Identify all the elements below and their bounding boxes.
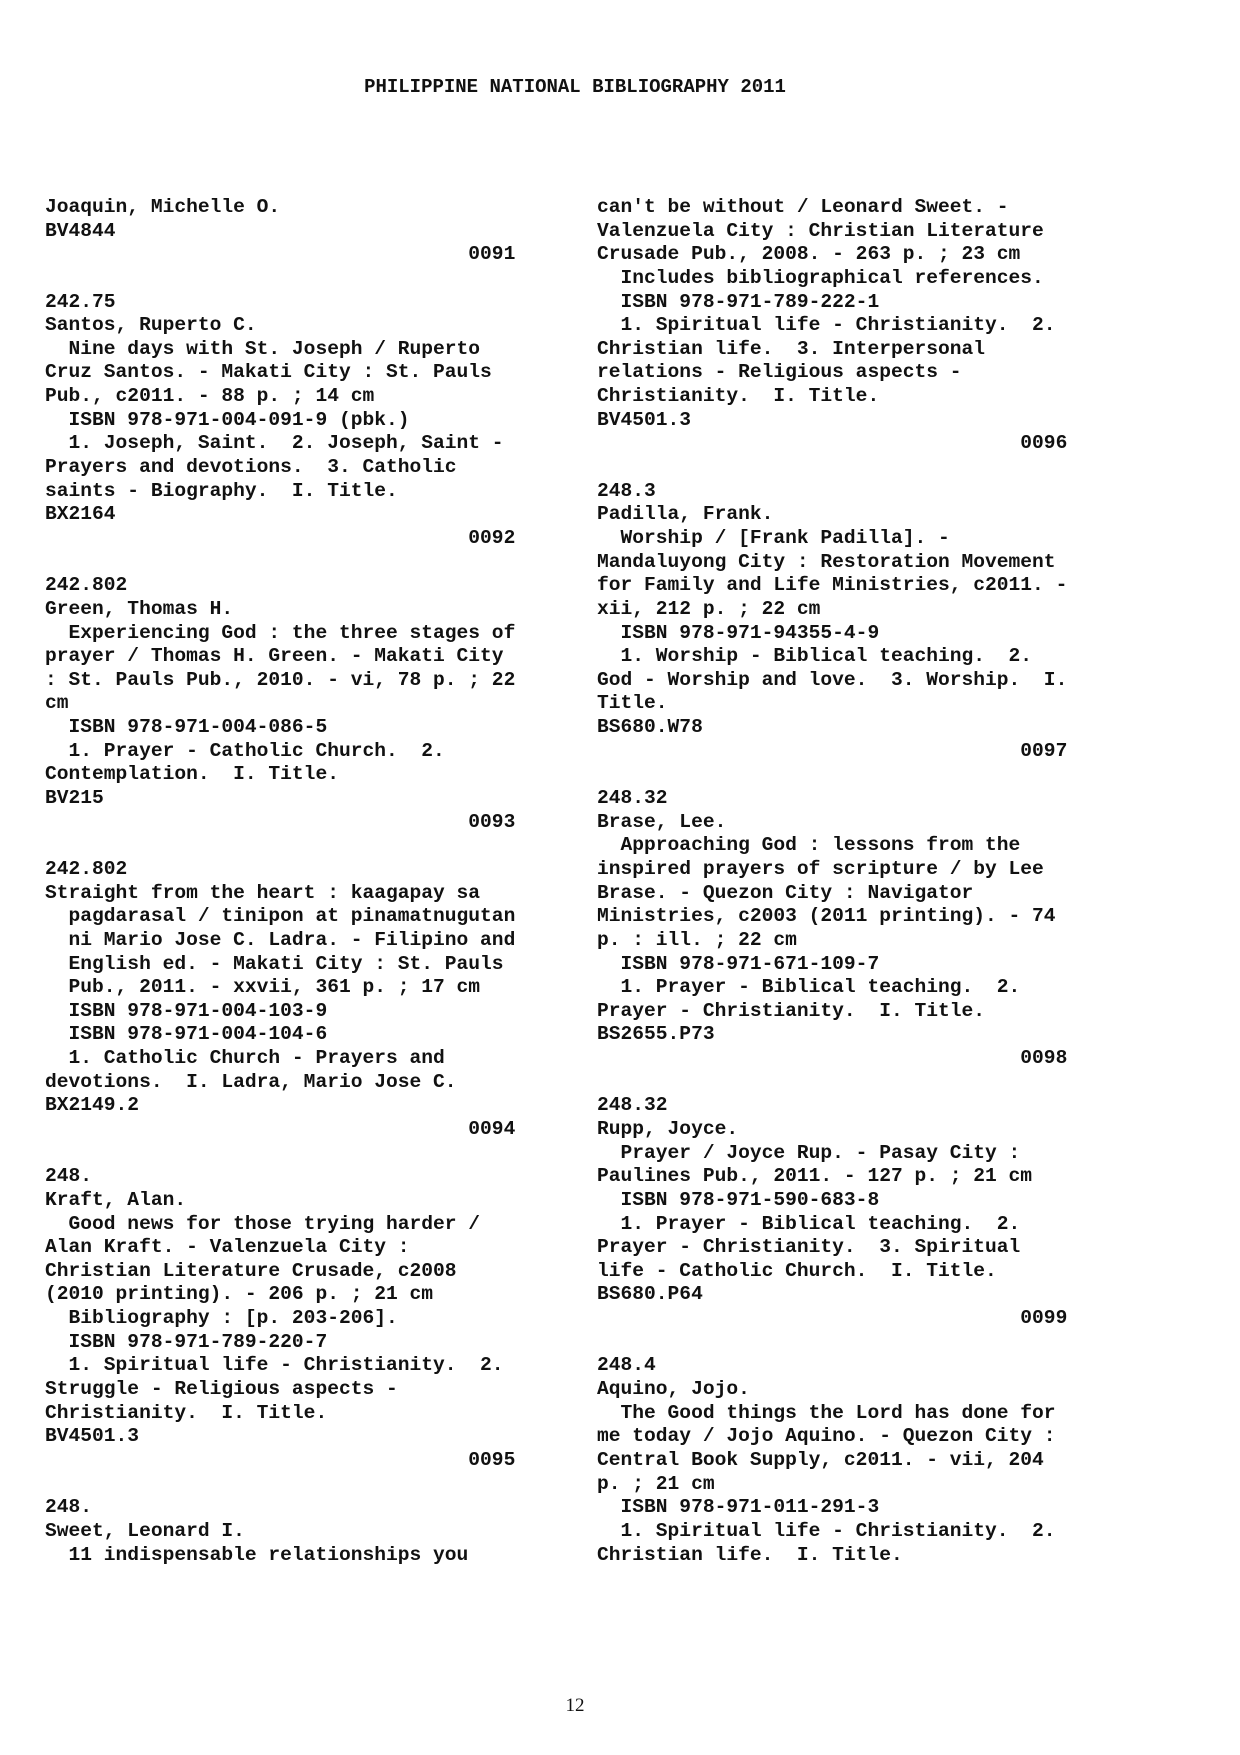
bibliography-line: inspired prayers of scripture / by Lee: [597, 857, 1044, 880]
bibliography-line: Sweet, Leonard I.: [45, 1519, 245, 1542]
bibliography-line: 1. Catholic Church - Prayers and: [45, 1047, 445, 1070]
bibliography-line: Christian life. 3. Interpersonal: [597, 337, 986, 360]
bibliography-line: Christianity. I. Title.: [45, 1401, 328, 1424]
page-number: 12: [565, 1695, 585, 1716]
isbn-line: ISBN 978-971-671-109-7: [597, 952, 880, 975]
bibliography-line: (2010 printing). - 206 p. ; 21 cm: [45, 1283, 434, 1306]
bibliography-line: Prayer - Christianity. 3. Spiritual: [597, 1236, 1021, 1259]
bibliography-line: 248.32: [597, 1094, 668, 1117]
blank-line: [597, 763, 1107, 787]
bibliography-line: Christian Literature Crusade, c2008: [45, 1259, 457, 1282]
bibliography-line: BS680.P64: [597, 1283, 703, 1306]
bibliography-line: Struggle - Religious aspects -: [45, 1378, 398, 1401]
bibliography-line: BS680.W78: [597, 716, 703, 739]
bibliography-line: 248.4: [597, 1354, 656, 1377]
bibliography-line: Crusade Pub., 2008. - 263 p. ; 23 cm: [597, 243, 1021, 266]
bibliography-line: 1. Prayer - Biblical teaching. 2.: [597, 1212, 1021, 1235]
bibliography-line: devotions. I. Ladra, Mario Jose C.: [45, 1070, 457, 1093]
bibliography-line: BS2655.P73: [597, 1023, 715, 1046]
bibliography-line: 1. Spiritual life - Christianity. 2.: [597, 314, 1056, 337]
bibliography-line: cm: [45, 692, 69, 715]
right-column: [597, 196, 1107, 1567]
isbn-line: ISBN 978-971-004-091-9 (pbk.): [45, 408, 410, 431]
bibliography-line: 242.75: [45, 290, 116, 313]
isbn-line: ISBN 978-971-011-291-3: [597, 1496, 880, 1519]
bibliography-line: BX2164: [45, 503, 116, 526]
bibliography-line: 242.802: [45, 857, 128, 880]
bibliography-line: BV4844: [45, 219, 116, 242]
bibliography-line: Rupp, Joyce.: [597, 1117, 739, 1140]
bibliography-line: 248.3: [597, 479, 656, 502]
bibliography-line: life - Catholic Church. I. Title.: [597, 1259, 997, 1282]
bibliography-line: Pub., 2011. - xxvii, 361 p. ; 17 cm: [45, 976, 481, 999]
entry-number: 0093: [45, 810, 516, 833]
isbn-line: ISBN 978-971-789-220-7: [45, 1330, 328, 1353]
bibliography-line: BV4501.3: [45, 1425, 140, 1448]
bibliography-line: Christian life. I. Title.: [597, 1543, 903, 1566]
bibliography-line: me today / Jojo Aquino. - Quezon City :: [597, 1425, 1056, 1448]
entry-number: 0098: [597, 1047, 1068, 1070]
bibliography-line: Santos, Ruperto C.: [45, 314, 257, 337]
bibliography-line: p. : ill. ; 22 cm: [597, 928, 797, 951]
bibliography-line: Contemplation. I. Title.: [45, 763, 339, 786]
bibliography-line: 1. Spiritual life - Christianity. 2.: [597, 1519, 1056, 1542]
bibliography-line: 1. Prayer - Catholic Church. 2.: [45, 739, 445, 762]
bibliography-line: Includes bibliographical references.: [597, 266, 1044, 289]
entry-number: 0094: [45, 1117, 516, 1140]
bibliography-line: BX2149.2: [45, 1094, 140, 1117]
bibliography-line: Good news for those trying harder /: [45, 1212, 481, 1235]
bibliography-line: BV215: [45, 787, 104, 810]
bibliography-line: 1. Worship - Biblical teaching. 2.: [597, 645, 1033, 668]
blank-line: [45, 267, 555, 291]
isbn-line: ISBN 978-971-789-222-1: [597, 290, 880, 313]
bibliography-line: relations - Religious aspects -: [597, 361, 962, 384]
bibliography-line: 248.32: [597, 787, 668, 810]
isbn-line: ISBN 978-971-004-104-6: [45, 1023, 328, 1046]
isbn-line: ISBN 978-971-590-683-8: [597, 1188, 880, 1211]
bibliography-line: Mandaluyong City : Restoration Movement: [597, 550, 1056, 573]
blank-line: [45, 551, 555, 575]
entry-number: 0099: [597, 1307, 1068, 1330]
isbn-line: ISBN 978-971-004-103-9: [45, 999, 328, 1022]
bibliography-line: 11 indispensable relationships you: [45, 1543, 469, 1566]
blank-line: [45, 834, 555, 858]
bibliography-line: 1. Joseph, Saint. 2. Joseph, Saint -: [45, 432, 504, 455]
bibliography-line: Straight from the heart : kaagapay sa: [45, 881, 481, 904]
bibliography-line: God - Worship and love. 3. Worship. I.: [597, 668, 1068, 691]
blank-line: [45, 1142, 555, 1166]
isbn-line: ISBN 978-971-94355-4-9: [597, 621, 880, 644]
bibliography-line: : St. Pauls Pub., 2010. - vi, 78 p. ; 22: [45, 668, 516, 691]
bibliography-line: The Good things the Lord has done for: [597, 1401, 1056, 1424]
bibliography-line: Brase. - Quezon City : Navigator: [597, 881, 974, 904]
entry-number: 0091: [45, 243, 516, 266]
bibliography-line: Cruz Santos. - Makati City : St. Pauls: [45, 361, 492, 384]
bibliography-line: 248.: [45, 1165, 93, 1188]
isbn-line: ISBN 978-971-004-086-5: [45, 716, 328, 739]
bibliography-line: Nine days with St. Joseph / Ruperto: [45, 337, 481, 360]
bibliography-line: Prayers and devotions. 3. Catholic: [45, 456, 457, 479]
bibliography-line: Worship / [Frank Padilla]. -: [597, 526, 950, 549]
bibliography-line: 242.802: [45, 574, 128, 597]
bibliography-line: ni Mario Jose C. Ladra. - Filipino and: [45, 928, 516, 951]
bibliography-line: Bibliography : [p. 203-206].: [45, 1307, 398, 1330]
bibliography-line: Aquino, Jojo.: [597, 1378, 750, 1401]
bibliography-line: Paulines Pub., 2011. - 127 p. ; 21 cm: [597, 1165, 1033, 1188]
entry-number: 0095: [45, 1448, 516, 1471]
bibliography-line: prayer / Thomas H. Green. - Makati City: [45, 645, 504, 668]
bibliography-line: Kraft, Alan.: [45, 1188, 187, 1211]
bibliography-line: BV4501.3: [597, 408, 692, 431]
bibliography-line: Experiencing God : the three stages of: [45, 621, 516, 644]
bibliography-line: Central Book Supply, c2011. - vii, 204: [597, 1448, 1044, 1471]
bibliography-line: can't be without / Leonard Sweet. -: [597, 196, 1009, 218]
bibliography-line: Christianity. I. Title.: [597, 385, 880, 408]
page-title: PHILIPPINE NATIONAL BIBLIOGRAPHY 2011: [364, 76, 786, 98]
bibliography-line: for Family and Life Ministries, c2011. -: [597, 574, 1068, 597]
bibliography-line: pagdarasal / tinipon at pinamatnugutan: [45, 905, 516, 928]
bibliography-line: Brase, Lee.: [597, 810, 727, 833]
bibliography-line: 1. Prayer - Biblical teaching. 2.: [597, 976, 1021, 999]
blank-line: [597, 1071, 1107, 1095]
entry-number: 0092: [45, 526, 516, 549]
bibliography-line: Title.: [597, 692, 668, 715]
bibliography-line: Valenzuela City : Christian Literature: [597, 219, 1044, 242]
bibliography-line: Prayer / Joyce Rup. - Pasay City :: [597, 1141, 1021, 1164]
bibliography-line: Padilla, Frank.: [597, 503, 774, 526]
left-column: [45, 196, 555, 1567]
bibliography-line: 1. Spiritual life - Christianity. 2.: [45, 1354, 504, 1377]
bibliography-line: Alan Kraft. - Valenzuela City :: [45, 1236, 410, 1259]
entry-number: 0096: [597, 432, 1068, 455]
bibliography-line: Ministries, c2003 (2011 printing). - 74: [597, 905, 1056, 928]
blank-line: [597, 456, 1107, 480]
blank-line: [45, 1473, 555, 1497]
entry-number: 0097: [597, 739, 1068, 762]
bibliography-line: p. ; 21 cm: [597, 1472, 715, 1495]
bibliography-line: Approaching God : lessons from the: [597, 834, 1021, 857]
bibliography-line: Pub., c2011. - 88 p. ; 14 cm: [45, 385, 375, 408]
bibliography-line: saints - Biography. I. Title.: [45, 479, 398, 502]
bibliography-line: xii, 212 p. ; 22 cm: [597, 597, 821, 620]
bibliography-line: Green, Thomas H.: [45, 597, 234, 620]
bibliography-line: Prayer - Christianity. I. Title.: [597, 999, 986, 1022]
blank-line: [597, 1331, 1107, 1355]
bibliography-line: English ed. - Makati City : St. Pauls: [45, 952, 504, 975]
bibliography-line: 248.: [45, 1496, 93, 1519]
bibliography-line: Joaquin, Michelle O.: [45, 196, 281, 218]
